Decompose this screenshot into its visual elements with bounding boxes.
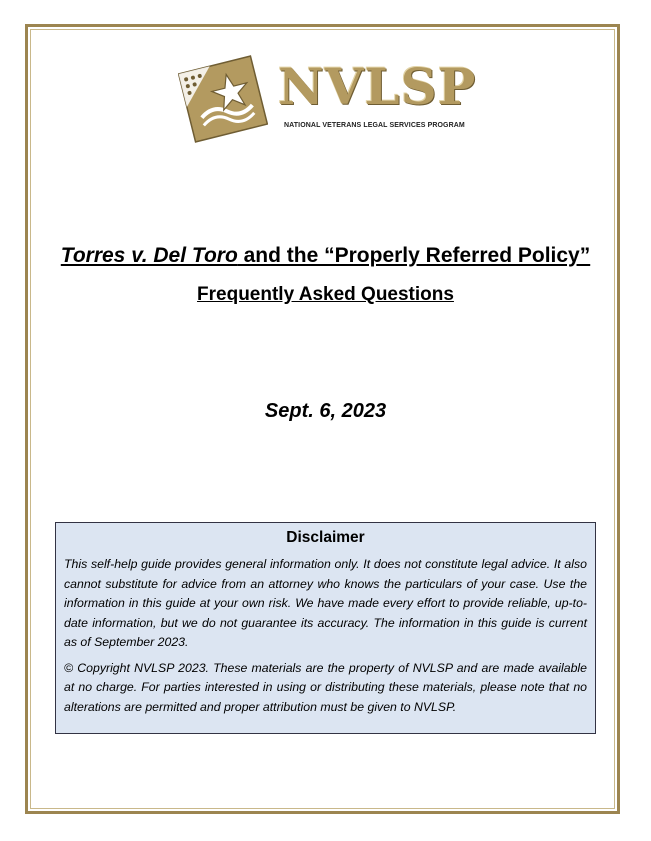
disclaimer-heading: Disclaimer: [286, 529, 365, 546]
document-subtitle: Frequently Asked Questions: [197, 284, 454, 305]
case-name: Torres v. Del Toro: [60, 244, 238, 267]
logo-wordmark: NVLSP: [278, 57, 477, 116]
disclaimer-box: [55, 522, 596, 734]
document-date: Sept. 6, 2023: [264, 400, 387, 422]
flag-star-emblem-icon: [178, 54, 268, 144]
nvlsp-logo: [178, 54, 478, 144]
disclaimer-paragraph-2: © Copyright NVLSP 2023. These materials are the property of NVLSP and are made available at no charge. For parties interested in using or distributing these materials, please note that no alterations are permitted and proper attribution must be given to NVLSP.: [64, 660, 587, 714]
title-rest: and the “Properly Referred Policy”: [237, 244, 591, 267]
logo-subtitle: NATIONAL VETERANS LEGAL SERVICES PROGRAM: [284, 122, 465, 129]
disclaimer-paragraph-1: This self-help guide provides general information only. It does not constitute legal advice. It also cannot substitute for advice from an attorney who knows the particulars of your case. Use the information in this guide at your own risk. We have made every effort to provide reliable, up-to-date information, but we do not guarantee its accuracy. The information in this guide is current as of September 2023.: [64, 557, 587, 649]
document-title: [0, 244, 651, 268]
